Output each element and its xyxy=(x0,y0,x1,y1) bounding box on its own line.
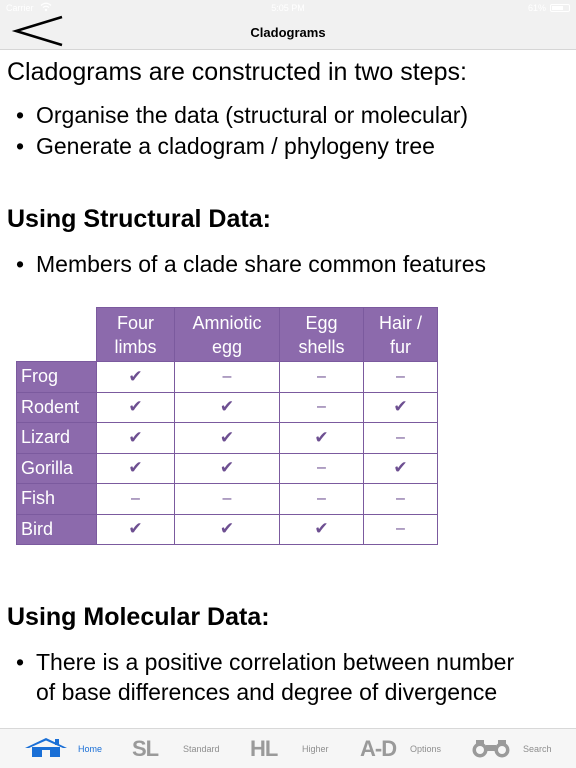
table-cell: – xyxy=(280,453,364,484)
molecular-heading: Using Molecular Data: xyxy=(7,603,270,631)
steps-list xyxy=(16,100,468,162)
hl-icon: HL xyxy=(250,736,278,761)
column-header-amniotic-egg: Amniotic egg xyxy=(175,308,280,362)
options-icon: A-D xyxy=(360,736,397,761)
table-cell: ✔ xyxy=(97,514,175,545)
table-row xyxy=(17,423,438,454)
tab-label: Search xyxy=(523,744,552,754)
features-table xyxy=(16,307,438,545)
binoculars-icon xyxy=(470,738,512,758)
carrier-label: Carrier xyxy=(6,3,34,13)
sl-icon: SL xyxy=(132,736,159,761)
table-cell: ✔ xyxy=(280,423,364,454)
status-time: 5:05 PM xyxy=(271,3,305,13)
list-item: • Generate a cladogram / phylogeny tree xyxy=(16,131,468,162)
tab-higher[interactable] xyxy=(248,729,338,768)
navigation-bar xyxy=(0,0,576,50)
list-item: • Organise the data (structural or molecular) xyxy=(16,100,468,131)
table-row xyxy=(17,362,438,393)
table-cell: ✔ xyxy=(175,514,280,545)
content-area xyxy=(0,50,576,728)
intro-text: Cladograms are constructed in two steps: xyxy=(7,58,467,86)
column-header-hair-fur: Hair / fur xyxy=(364,308,438,362)
column-header-four-limbs: Four limbs xyxy=(97,308,175,362)
tab-label: Options xyxy=(410,744,442,754)
table-cell: ✔ xyxy=(97,392,175,423)
battery-percent: 61% xyxy=(527,3,546,13)
table-header-row xyxy=(17,308,438,362)
list-item: • Members of a clade share common features xyxy=(16,249,486,280)
table-cell: ✔ xyxy=(280,514,364,545)
table-cell: ✔ xyxy=(175,392,280,423)
table-cell: – xyxy=(97,484,175,515)
table-row xyxy=(17,453,438,484)
battery-icon xyxy=(550,4,570,12)
home-icon xyxy=(24,737,68,757)
table-cell: – xyxy=(280,362,364,393)
table-row xyxy=(17,392,438,423)
table-cell: ✔ xyxy=(97,362,175,393)
tab-options[interactable] xyxy=(358,729,448,768)
row-label: Lizard xyxy=(17,423,97,454)
table-cell: ✔ xyxy=(175,453,280,484)
column-header-egg-shells: Egg shells xyxy=(280,308,364,362)
table-cell: ✔ xyxy=(97,453,175,484)
tab-search[interactable] xyxy=(470,729,560,768)
table-cell: ✔ xyxy=(175,423,280,454)
table-cell: – xyxy=(364,484,438,515)
table-cell: – xyxy=(280,392,364,423)
table-cell: – xyxy=(280,484,364,515)
table-cell: ✔ xyxy=(364,453,438,484)
table-cell: – xyxy=(175,362,280,393)
tab-standard[interactable] xyxy=(128,729,228,768)
row-label: Gorilla xyxy=(17,453,97,484)
molecular-points xyxy=(16,647,514,707)
list-item-continuation: of base differences and degree of divergence xyxy=(36,679,498,705)
row-label: Fish xyxy=(17,484,97,515)
row-label: Bird xyxy=(17,514,97,545)
list-item: • There is a positive correlation between number xyxy=(16,647,514,677)
page-title: Cladograms xyxy=(250,25,326,40)
table-corner xyxy=(17,308,97,362)
status-bar xyxy=(0,0,576,16)
structural-points xyxy=(16,249,486,280)
table-row xyxy=(17,484,438,515)
tab-bar xyxy=(0,728,576,768)
tab-home[interactable] xyxy=(24,729,120,768)
table-row xyxy=(17,514,438,545)
tab-label: Home xyxy=(78,744,103,754)
structural-heading: Using Structural Data: xyxy=(7,205,271,233)
table-cell: ✔ xyxy=(364,392,438,423)
tab-label: Standard xyxy=(183,744,220,754)
table-cell: – xyxy=(364,514,438,545)
tab-label: Higher xyxy=(302,744,329,754)
table-cell: – xyxy=(364,423,438,454)
table-cell: – xyxy=(364,362,438,393)
table-cell: ✔ xyxy=(97,423,175,454)
row-label: Frog xyxy=(17,362,97,393)
row-label: Rodent xyxy=(17,392,97,423)
table-cell: – xyxy=(175,484,280,515)
